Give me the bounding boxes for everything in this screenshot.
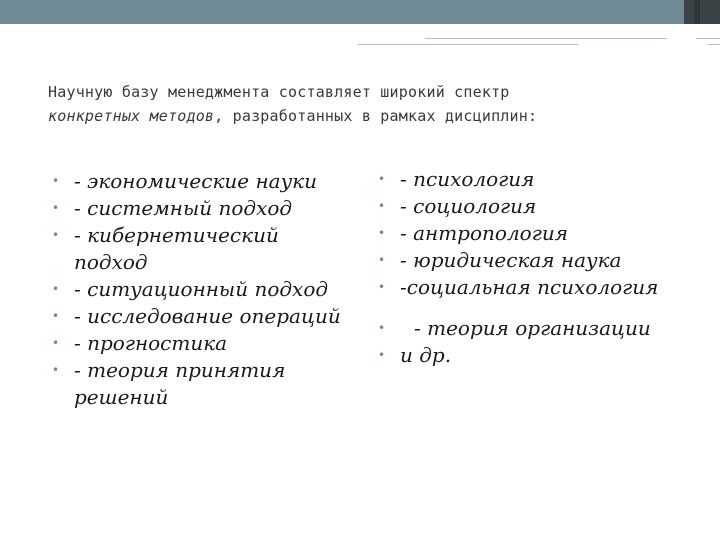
bullet-icon: •: [378, 348, 386, 362]
bullet-icon: •: [378, 199, 386, 213]
decor-rule: [696, 38, 720, 39]
decor-rule: [425, 38, 667, 39]
right-list: [378, 166, 698, 369]
bullet-icon: •: [378, 253, 386, 267]
list-item: [378, 274, 698, 301]
bullet-icon: •: [378, 172, 386, 186]
list-item: [52, 357, 352, 411]
decor-rule: [358, 44, 578, 45]
list-item-text: - антропология: [400, 221, 568, 245]
list-item-text: - социология: [400, 194, 537, 218]
list-item: [378, 166, 698, 193]
list-item-text: - экономические науки: [74, 169, 317, 193]
list-item-text: - прогностика: [74, 331, 228, 355]
list-item: [378, 220, 698, 247]
list-item: [52, 195, 352, 222]
band-main: [0, 0, 684, 24]
decor-rule: [708, 44, 720, 45]
heading-rest: , разработанных в рамках дисциплин:: [214, 107, 538, 125]
list-item-text: -социальная психология: [400, 275, 659, 299]
bullet-icon: •: [52, 282, 60, 296]
bullet-icon: •: [52, 201, 60, 215]
right-column: [378, 166, 698, 369]
list-item-text: - ситуационный подход: [74, 277, 329, 301]
left-column: [52, 168, 352, 411]
bullet-icon: •: [378, 280, 386, 294]
band-stripe: [694, 0, 700, 24]
list-item: [378, 315, 698, 342]
list-item: [52, 303, 352, 330]
list-item: [378, 247, 698, 274]
heading-line1: Научную базу менеджмента составляет широкий спектр: [48, 83, 510, 101]
list-item-text: - юридическая наука: [400, 248, 622, 272]
list-item: [52, 330, 352, 357]
list-item-text: - кибернетический подход: [74, 223, 279, 274]
heading-italic: конкретных методов: [48, 107, 215, 125]
left-list: [52, 168, 352, 411]
bullet-icon: •: [378, 321, 386, 335]
band-dark: [684, 0, 720, 24]
list-item-text: - теория организации: [414, 316, 651, 340]
list-item-text: - системный подход: [74, 196, 293, 220]
bullet-icon: •: [52, 336, 60, 350]
bullet-icon: •: [52, 174, 60, 188]
slide-heading: [48, 80, 698, 128]
bullet-icon: •: [378, 226, 386, 240]
bullet-icon: •: [52, 228, 60, 242]
list-item: [378, 342, 698, 369]
top-decorative-band: [0, 0, 720, 24]
list-item-text: - психология: [400, 167, 535, 191]
list-item: [52, 168, 352, 195]
list-item-text: - исследование операций: [74, 304, 341, 328]
list-item: [378, 193, 698, 220]
list-item: [52, 222, 352, 276]
list-item-text: - теория принятия решений: [74, 358, 286, 409]
list-item: [52, 276, 352, 303]
bullet-icon: •: [52, 363, 60, 377]
bullet-icon: •: [52, 309, 60, 323]
list-item-text: и др.: [400, 343, 452, 367]
